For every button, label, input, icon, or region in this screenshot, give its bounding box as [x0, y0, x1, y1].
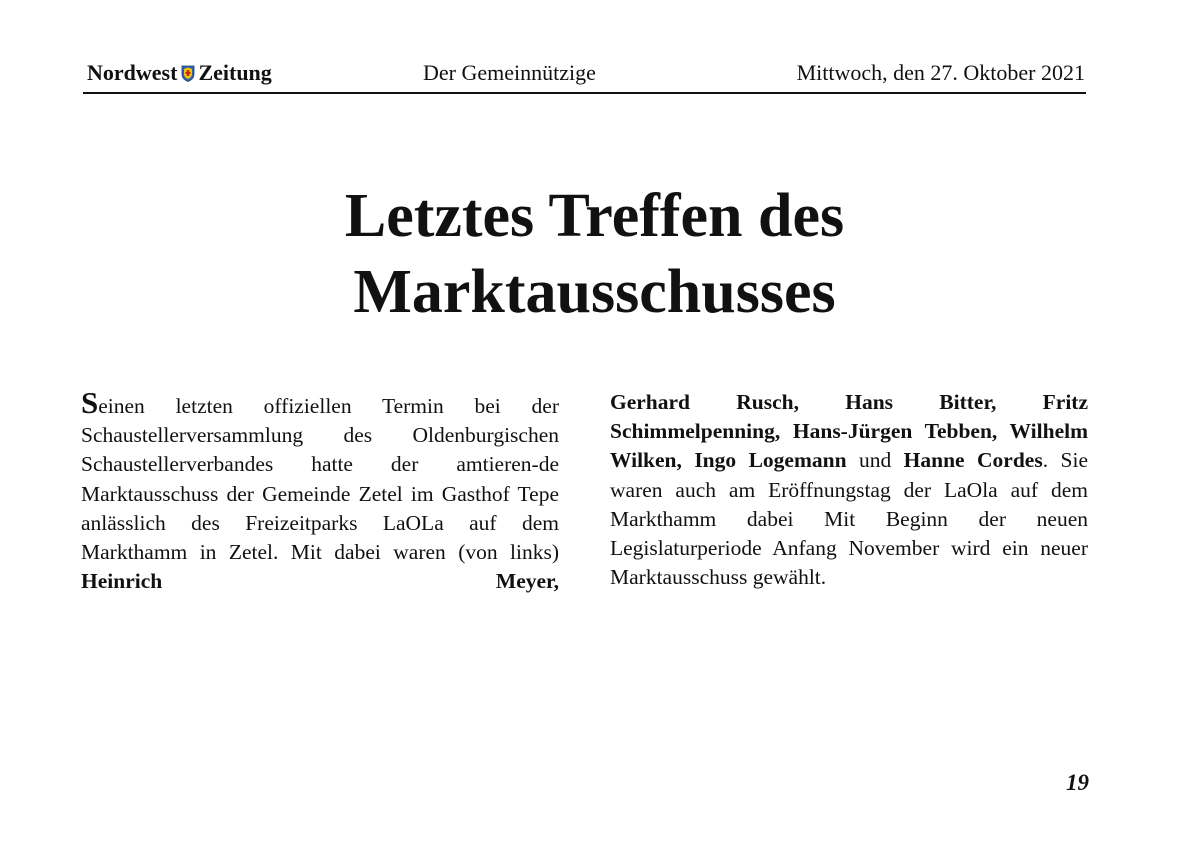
coat-of-arms-icon	[181, 62, 195, 79]
connector-text: und	[858, 448, 892, 473]
title-line-2: Marktausschusses	[353, 258, 836, 326]
article-title	[0, 178, 1189, 330]
drop-cap: S	[81, 385, 99, 420]
closing-text: Sie waren auch am Eröffnungstag der LaOla auf dem Markthamm dabei Mit Beginn der neuen Legislaturperiode Anfang November wird ein neuer Marktausschuss gewählt.	[610, 448, 1089, 590]
title-line-1: Letztes Treffen des	[344, 182, 845, 250]
section-name: Der Gemeinnützige	[423, 60, 596, 85]
newspaper-masthead	[87, 60, 272, 86]
masthead-left: Nordwest	[87, 60, 178, 85]
article-column-right	[610, 388, 1088, 592]
lead-text: einen letzten offiziellen Termin bei der Schaustellerversammlung des Oldenburgischen Schaustellerverbandes hatte der amtieren-de Marktausschuss der Gemeinde Zetel im Gasthof Tepe anlässlich des Freizeitparks LaOLa auf dem Markthamm in Zetel. Mit dabei waren (von links)	[81, 394, 559, 565]
person-names: Gerhard Rusch, Hans Bitter, Fritz Schimmelpenning, Hans-Jürgen Tebben, Wilhelm Wilken, Ingo Logemann	[610, 390, 1088, 473]
sentence-end: .	[1042, 448, 1049, 473]
page-header	[83, 60, 1086, 94]
issue-date: Mittwoch, den 27. Oktober 2021	[796, 60, 1085, 85]
page-number: 19	[1066, 770, 1089, 795]
masthead-right: Zeitung	[198, 60, 272, 85]
article-column-left	[81, 385, 559, 596]
person-name: Heinrich Meyer,	[81, 569, 559, 594]
person-name-last: Hanne Cordes	[903, 448, 1043, 473]
